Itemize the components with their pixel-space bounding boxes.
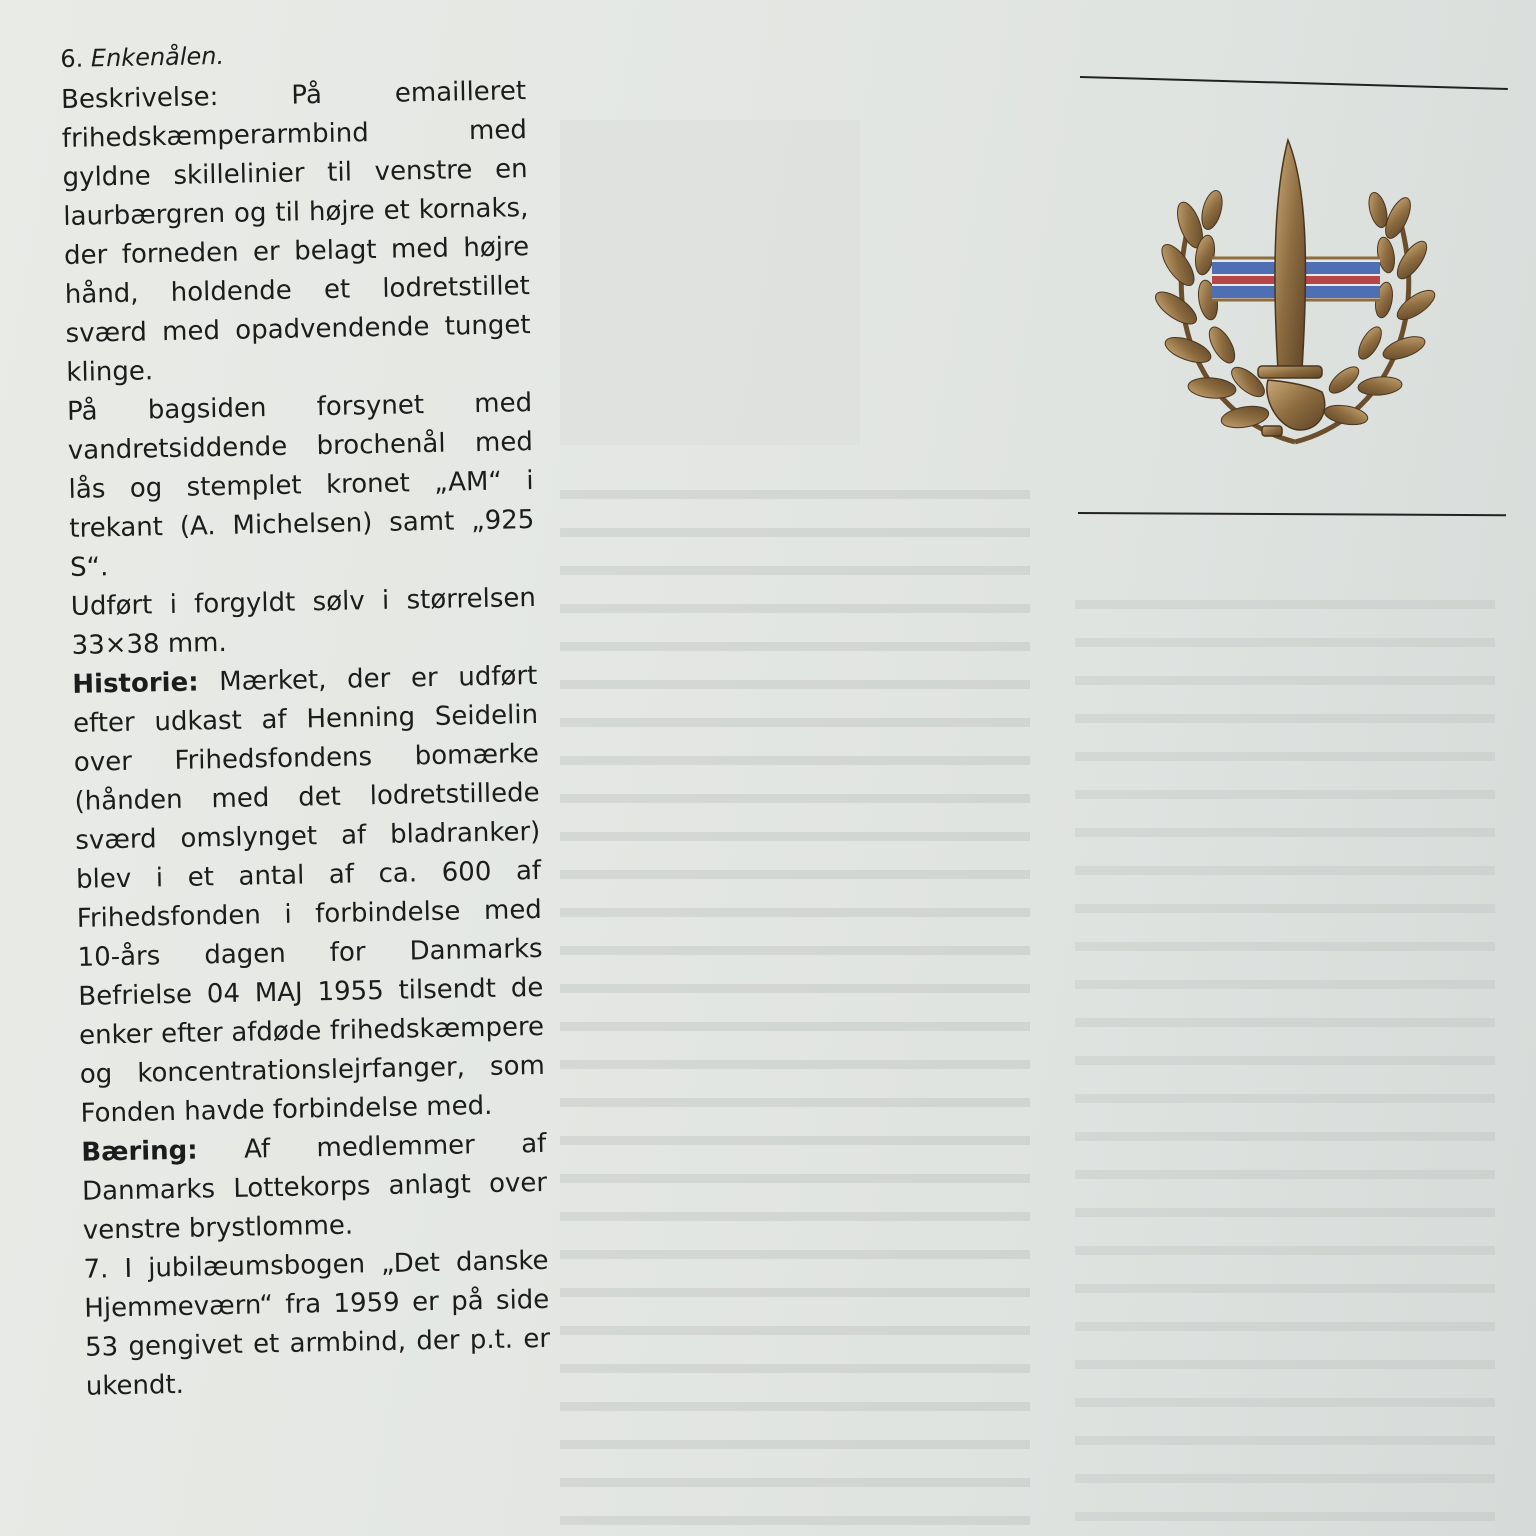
description-paragraph	[61, 72, 532, 393]
history-paragraph	[72, 657, 546, 1134]
history-text: Mærket, der er udført efter udkast af Henning Seidelin over Frihedsfondens bomærke (hånden med det lodretstillede sværd omslynget af bladranker) blev i et antal af ca. 600 af Frihedsfonden i forbindelse med 10-års dagen for Danmarks Befrielse 04 MAJ 1955 tilsendt de enker efter afdøde frihedskæmpere og koncentrationslejrfanger, som Fonden havde forbindelse med.	[72, 660, 546, 1129]
widow-badge-icon	[1150, 130, 1440, 460]
description-paragraph-2: På bagsiden forsynet med vandretsiddende brochenål med lås og stemplet kronet „AM“ i trekant (A. Michelsen) samt „925 S“.	[66, 388, 535, 583]
description-paragraph-3: Udført i forgyldt sølv i størrelsen 33×38 mm.	[70, 582, 537, 661]
wearing-text: Af medlemmer af Danmarks Lottekorps anlagt over venstre brystlomme.	[81, 1128, 548, 1246]
divider-bottom	[1078, 512, 1506, 516]
entry-heading	[60, 31, 526, 79]
history-label: Historie:	[72, 667, 199, 700]
description-text: På emailleret frihedskæmperarmbind med gyldne skillelinier til venstre en laurbærgren og til højre et kornaks, der forneden er belagt med højre hånd, holdende et lodretstillet sværd med opadvendende tunget klinge.	[61, 76, 531, 388]
text-column	[60, 31, 551, 1407]
wearing-label: Bæring:	[81, 1135, 198, 1168]
entry-title: Enkenålen.	[90, 41, 225, 73]
entry-number: 6.	[60, 44, 84, 73]
bleed-through-text	[560, 490, 1030, 1530]
wearing-paragraph	[81, 1125, 548, 1251]
divider-top	[1080, 76, 1508, 90]
bleed-through-text-right	[1075, 600, 1495, 1530]
description-label: Beskrivelse:	[60, 81, 219, 115]
bleed-through-image	[560, 120, 860, 445]
footnote: 7. I jubilæumsbogen „Det danske Hjemmeværn“ fra 1959 er på side 53 gengivet et armbind, der p.t. er ukendt.	[83, 1245, 551, 1402]
